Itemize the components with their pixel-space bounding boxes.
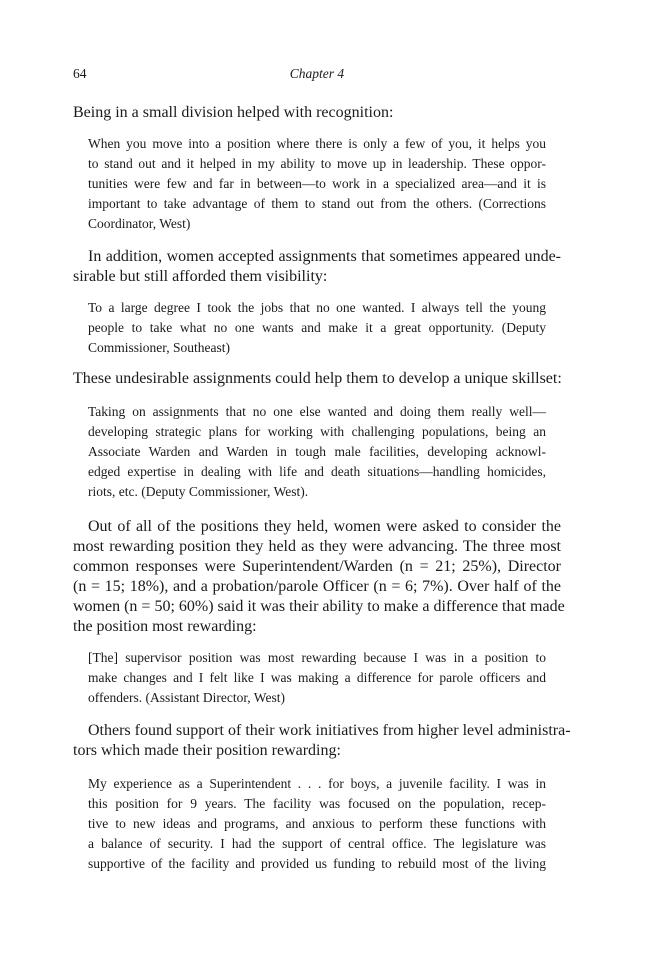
text-line: Taking on assignments that no one else wanted and doing them really well— xyxy=(88,404,546,419)
text-line: people to take what no one wants and make it a great opportunity. (Deputy xyxy=(88,320,546,335)
text-line: offenders. (Assistant Director, West) xyxy=(88,690,285,705)
text-line: These undesirable assignments could help them to develop a unique skillset: xyxy=(73,370,562,387)
text-line: In addition, women accepted assignments that sometimes appeared unde- xyxy=(88,248,561,265)
paragraph-3 xyxy=(73,369,561,389)
paragraph-4 xyxy=(73,517,565,637)
text-line: tunities were few and far in between—to work in a specialized area—and it is xyxy=(88,176,546,191)
text-line: Coordinator, West) xyxy=(88,216,191,231)
text-line: tors which made their position rewarding: xyxy=(73,742,341,759)
running-head: Chapter 4 xyxy=(289,66,345,81)
text-line: important to take advantage of them to stand out from the others. (Corrections xyxy=(88,196,546,211)
text-line: developing strategic plans for working with challenging populations, being an xyxy=(88,424,546,439)
text-line: Others found support of their work initiatives from higher level administra- xyxy=(88,722,571,739)
block-quote-4 xyxy=(88,648,546,708)
text-line: to stand out and it helped in my ability to move up in leadership. These oppor- xyxy=(88,156,546,171)
text-line: riots, etc. (Deputy Commissioner, West). xyxy=(88,484,309,499)
block-quote-5 xyxy=(88,774,546,874)
text-line: To a large degree I took the jobs that no one wanted. I always tell the young xyxy=(88,300,546,315)
text-line: common responses were Superintendent/Warden (n = 21; 25%), Director xyxy=(73,558,561,575)
paragraph-5 xyxy=(73,721,571,761)
text-line: (n = 15; 18%), and a probation/parole Officer (n = 6; 7%). Over half of the xyxy=(73,578,561,595)
text-line: tive to new ideas and programs, and anxious to perform these functions with xyxy=(88,816,546,831)
text-line: sirable but still afforded them visibility: xyxy=(73,268,328,285)
text-line: Out of all of the positions they held, women were asked to consider the xyxy=(88,518,561,535)
text-line: Being in a small division helped with recognition: xyxy=(73,104,394,121)
text-line: Associate Warden and Warden in tough male facilities, developing acknowl- xyxy=(88,444,546,459)
page-header xyxy=(73,66,561,88)
text-line: edged expertise in dealing with life and death situations—handling homicides, xyxy=(88,464,546,479)
paragraph-2 xyxy=(73,247,561,287)
text-line: When you move into a position where there is only a few of you, it helps you xyxy=(88,136,546,151)
book-page xyxy=(73,66,571,874)
page-number: 64 xyxy=(73,66,87,81)
block-quote-1 xyxy=(88,134,546,234)
text-line: the position most rewarding: xyxy=(73,618,257,635)
block-quote-2 xyxy=(88,298,546,358)
text-line: [The] supervisor position was most rewarding because I was in a position to xyxy=(88,650,546,665)
text-line: supportive of the facility and provided us funding to rebuild most of the living xyxy=(88,856,546,871)
text-line: Commissioner, Southeast) xyxy=(88,340,230,355)
block-quote-3 xyxy=(88,402,546,502)
text-line: My experience as a Superintendent . . . for boys, a juvenile facility. I was in xyxy=(88,776,546,791)
text-line: a balance of security. I had the support of central office. The legislature was xyxy=(88,836,546,851)
paragraph-1 xyxy=(73,103,561,123)
text-line: women (n = 50; 60%) said it was their ability to make a difference that made xyxy=(73,598,565,615)
text-line: make changes and I felt like I was making a difference for parole officers and xyxy=(88,670,546,685)
text-line: this position for 9 years. The facility was focused on the population, recep- xyxy=(88,796,546,811)
text-line: most rewarding position they held as they were advancing. The three most xyxy=(73,538,561,555)
